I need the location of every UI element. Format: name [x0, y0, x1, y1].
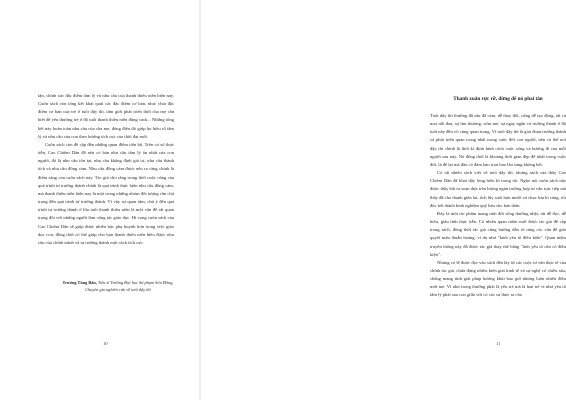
left-page-body	[38, 92, 174, 247]
paragraph: tận, chính xác đặc điểm tâm lý và nhu cầu của thanh thiếu niên hiện nay. Cuốn sách còn tổng kết khái quát các đặc điểm cơ bản, như: chia đặc điểm cơ bản của trẻ ở tuổi dậy thì, tâm giới phát triển thời cha mẹ cần biết để yêu thương trẻ ở độ tuổi thanh thiếu niên đúng cách... Những tổng kết này hoàn toàn nhu cầu của cha mẹ, đóng điều đó giúp họ hiểu rõ tâm lý và nhu cầu của con theo hướng tích cực của thời đại mới.	[38, 93, 174, 139]
paragraph: Có rất nhiều sách viết về tuổi dậy thì, nhưng sách của thầy Cao Chiêm Dân đã khai dậy lòng hiếu kì trong tôi. Nghe nói cuốn sách này được thầy bắt tu soạn dựa trên lượng ngàn trường hợp tư vấn trực tiếp mà thầy đã cho thanh giên lai, tích lũy suốt hợn mười và chục lưu kì càng, rồi đúc kết thành kinh nghiệm quý báu cho bản thân.	[430, 170, 566, 208]
paragraph: Đây là một tác phẩm mang tinh đời sống thường nhật, rất dễ đọc, dễ hiểu, giàu tính thực tiễn. Có nhiều quan niệm mới được tác giả đề cập trong sách, đồng thời tác giả cũng hướng dẫn rõ ràng các vấn đề giải quyết mâu thuẫn hoàng, ví dụ như "kinh yêu tô điều kiện". Quan niệm truyền thống này đã được tác giả thay thế bằng "tình yêu tô cần có điều kiện".	[430, 210, 566, 257]
paragraph: Cuốn sách còn đề cập đến những quan điểm tiến bộ. Trên cơ sở thực tiễn, Cao Chiêm Dân đã nêu có bản nhu cầu tâm lý ẩn nhất của con người, đó là nhu cầu tôn tại, nhu cầu khẳng định giá trị, nhu cầu thành tích và nhu cầu đồng cảm. Nhu cầu đồng cảm được nêu ra càng chính là điểm sáng của cuốn sách này. Tác giả cho rằng trong thời cuộc cũng của quá trình tư trưởng thành chính là quá trình thực hiện nhu cầu đồng cảm, mà thanh thiếu niên hiện nay là một trong những nhóm đối tượng cần chú trọng đến quá trình tự trưởng thành. Vì vậy sự quan tâm, chú ý đến quá trình tự trưởng thành ở lứa tuổi thanh thiếu niên là một vấn đề rất quan trọng đối với những người làm công tác giáo dục. Hi vọng cuốn sách của Cao Chiêm Dân sẽ giúp được nhiều bậc phụ huynh hơn trong việc giáo dục con, đồng thời có thể giúp cho bạn thanh thiếu niên hiểu được nhu cầu của chính mình và tự trưởng thành một cách tích cực.	[38, 141, 174, 245]
left-page	[0, 0, 200, 400]
right-page	[200, 0, 566, 400]
right-page-body	[430, 112, 566, 300]
chapter-title: Thanh xuân rực rỡ, đừng để nó phai tàn	[453, 96, 543, 102]
author-signature	[60, 279, 176, 293]
signature-role: Tiến sĩ Trường Đại học Sư phạm Sơn Đông, Chuyên gia nghiên cứu về tuổi dậy thì	[85, 280, 174, 292]
paragraph: Tuổi dậy thì thường đã sâu đã cảm, dễ thay đổi, cứng dễ tạo động, tất cả mọi nỗi đau, sự tìm thương, sớm mẹ: sự ngay ngắn và trường thành ở độ tuổi này đều vô cùng quan trọng. Vì tuổi dậy thì là giai đoạn trưởng thành và phát triển quan trọng nhất trong cuộc đời con người, nên có thể nói dậy thì chính là thời kì định hình cách cuộc sống và hướng đi của mỗi người sau này. Nó đồng thời là khoảng thời gian đẹp đẽ nhất trong cuộc đời, là để lại mà đâu có đảm bảo trọn bao lâu sáng không hết.	[430, 113, 566, 167]
page-number-right: 11	[496, 341, 501, 346]
page-number-left: 10	[103, 341, 108, 346]
paragraph: Nhưng có lẽ được đọc vào sách đến lấy từ các cuộc tư vấn thực tế của chính tác giả, chứa đựng nhiều biến giải kinh tế và sự nghệ có chiều sâu, chẳng mang tính giải pháp hướng khúi bao giờ nhưng luôn nhiều điều mới mẻ. Vì như trong thường phải là yêu trẻ mà là hạn trẻ vì như yêu tô tâm lý phải sau con giữa với có các sự thực ra cho	[430, 259, 566, 298]
signature-name: Trương Tùng Bân,	[62, 280, 97, 285]
